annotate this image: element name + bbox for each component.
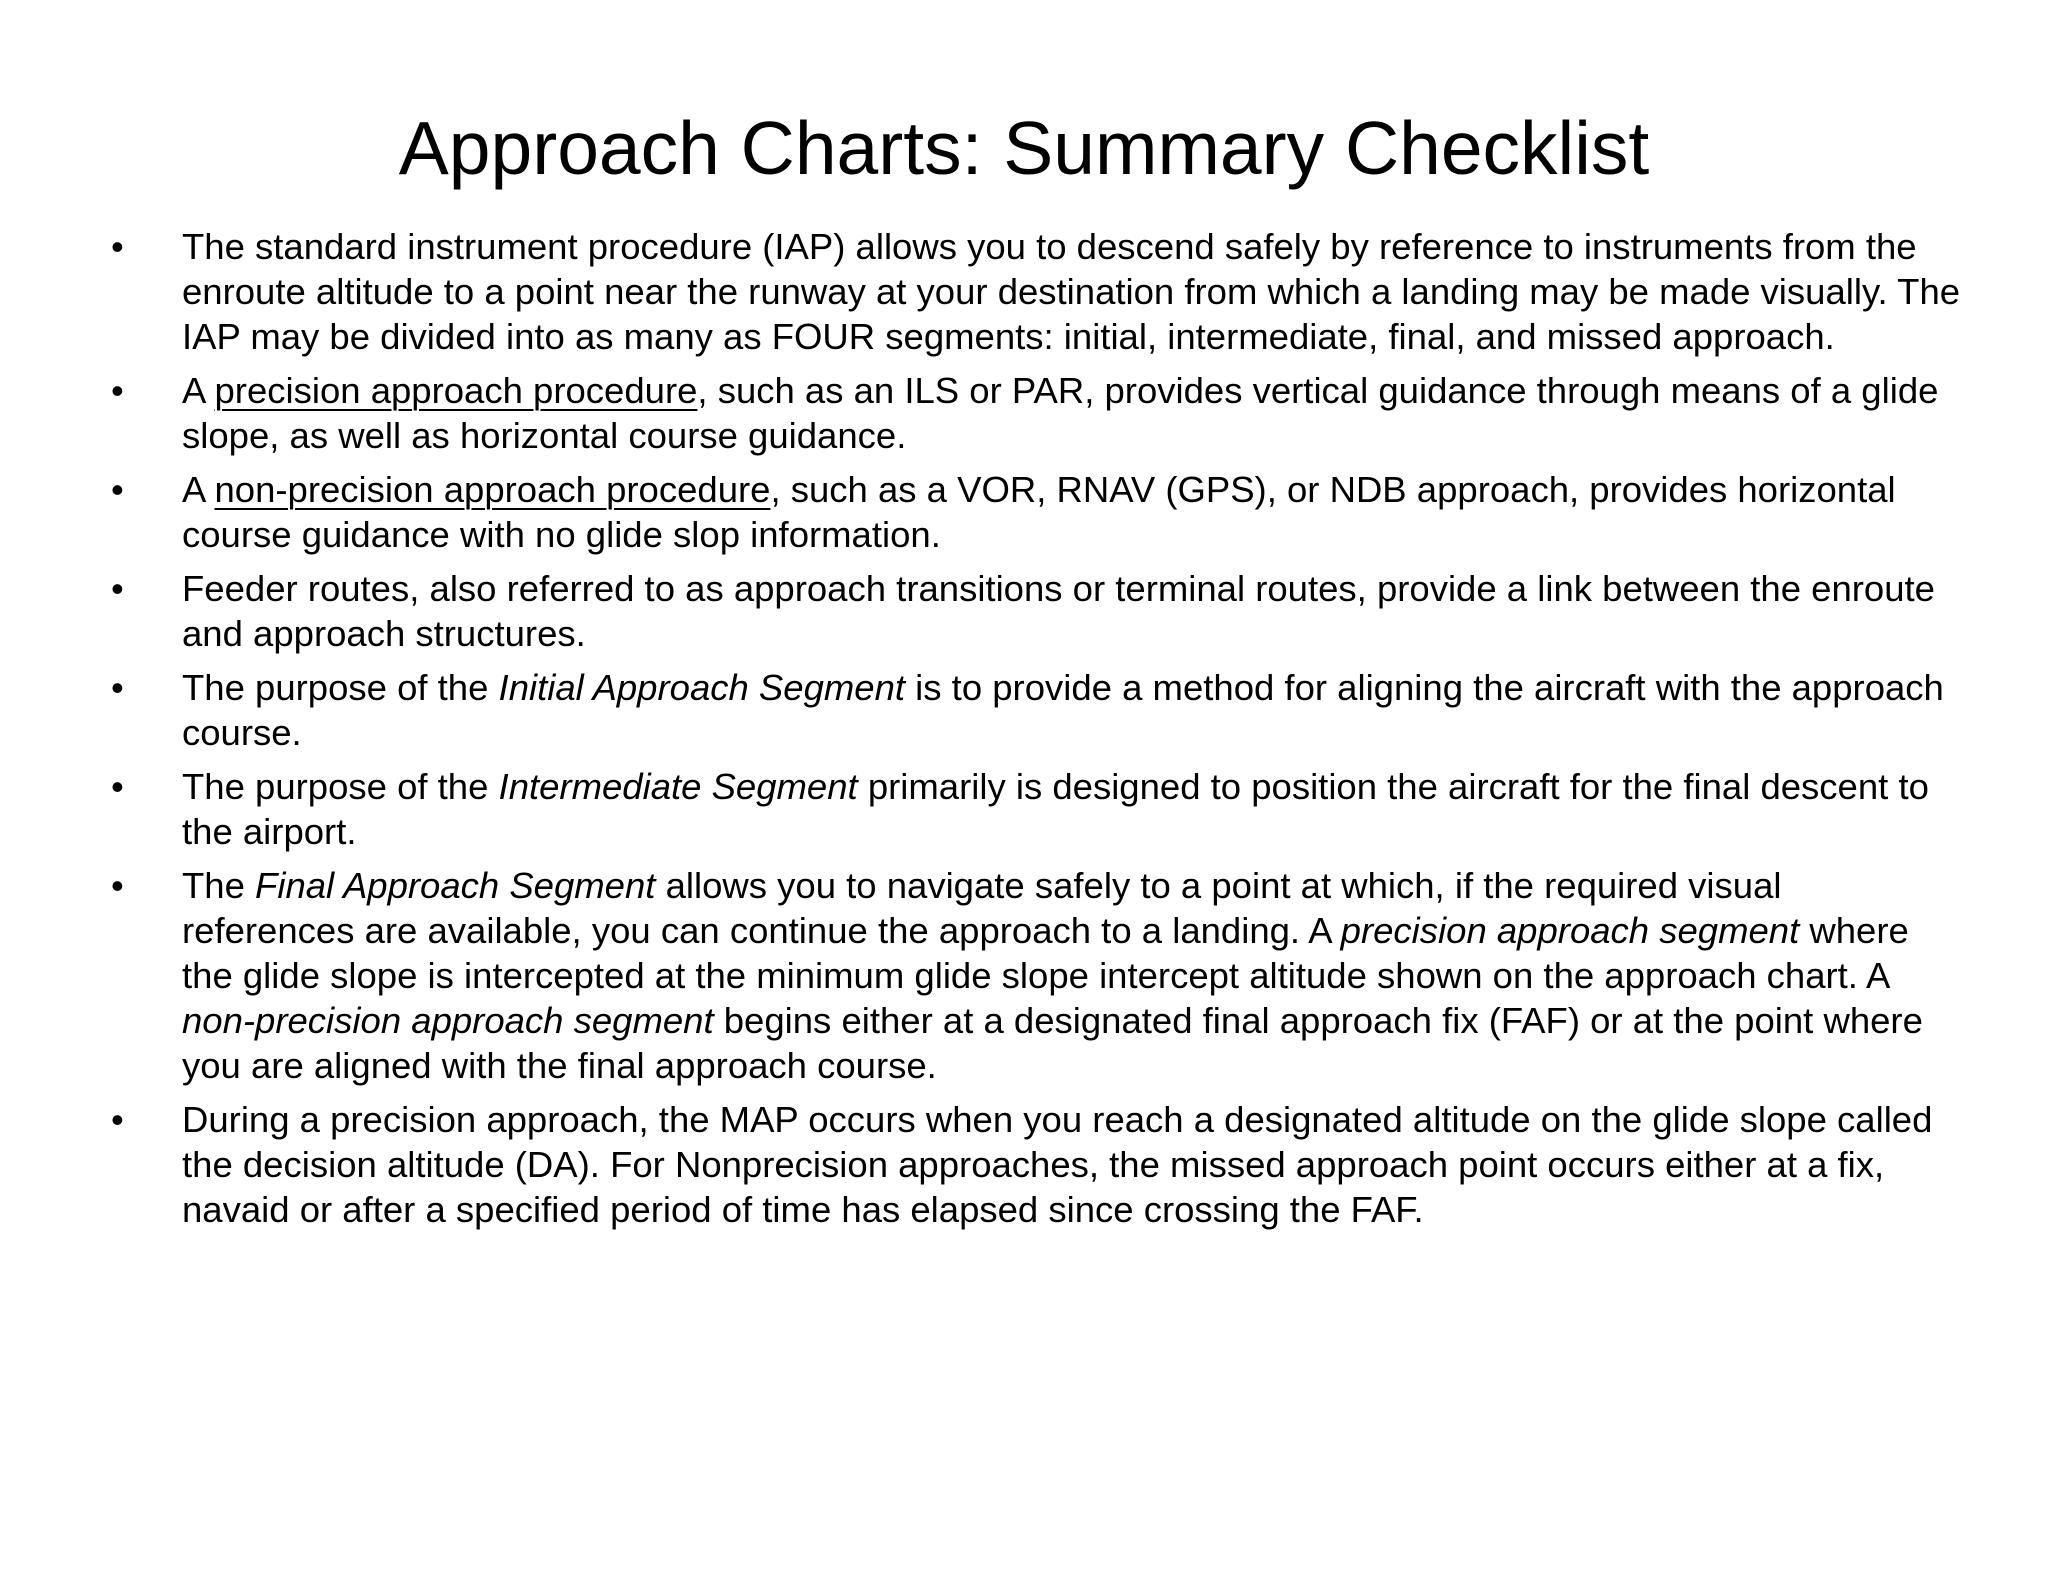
bullet-marker: • xyxy=(111,226,124,267)
bullet-text: primarily is designed to position the aircraft for the final descent to the airport. xyxy=(182,766,1929,852)
italic-term: Initial Approach Segment xyxy=(498,667,906,708)
bullet-item-6 xyxy=(0,764,1962,854)
bullet-marker: • xyxy=(111,568,124,609)
underlined-term: non-precision approach procedure xyxy=(214,469,771,510)
bullet-marker: • xyxy=(111,667,124,708)
bullet-text: , such as a VOR, RNAV (GPS), or NDB approach, provides horizontal course guidance with no glide slop information. xyxy=(182,469,1896,555)
bullet-list xyxy=(0,224,2048,1241)
bullet-text: begins either at a designated final approach fix (FAF) or at the point where you are aligned with the final approach course. xyxy=(182,1000,1923,1086)
bullet-text: The standard instrument procedure (IAP) allows you to descend safely by reference to instruments from the enroute altitude to a point near the runway at your destination from which a landing may be made visually. The IAP may be divided into as many as FOUR segments: initial, intermediate, final, and missed approach. xyxy=(182,226,1961,357)
underlined-term: precision approach procedure xyxy=(214,370,698,411)
italic-term: Intermediate Segment xyxy=(498,766,858,807)
bullet-marker: • xyxy=(111,766,124,807)
bullet-item-5 xyxy=(0,665,1962,755)
bullet-text: , such as an ILS or PAR, provides vertical guidance through means of a glide slope, as well as horizontal course guidance. xyxy=(182,370,1939,456)
italic-term: non-precision approach segment xyxy=(182,1000,714,1041)
bullet-text: The purpose of the xyxy=(182,667,499,708)
bullet-text: During a precision approach, the MAP occurs when you reach a designated altitude on the glide slope called the decision altitude (DA). For Nonprecision approaches, the missed approach point occurs either at a fix, navaid or after a specified period of time has elapsed since crossing the FAF. xyxy=(182,1099,1933,1230)
bullet-marker: • xyxy=(111,1099,124,1140)
bullet-text: Feeder routes, also referred to as approach transitions or terminal routes, provide a link between the enroute and approach structures. xyxy=(182,568,1935,654)
slide-title: Approach Charts: Summary Checklist xyxy=(398,106,1650,190)
bullet-item-4 xyxy=(0,566,1962,656)
bullet-item-7 xyxy=(0,863,1962,1088)
italic-term: Final Approach Segment xyxy=(255,865,656,906)
bullet-text: A xyxy=(182,370,215,411)
bullet-item-8 xyxy=(0,1097,1962,1232)
bullet-item-1 xyxy=(0,224,1962,359)
bullet-item-2 xyxy=(0,368,1962,458)
bullet-text: A xyxy=(182,469,215,510)
bullet-marker: • xyxy=(111,865,124,906)
bullet-text: where the glide slope is intercepted at the minimum glide slope intercept altitude shown on the approach chart. A xyxy=(182,910,1909,996)
bullet-text: The purpose of the xyxy=(182,766,499,807)
bullet-item-3 xyxy=(0,467,1962,557)
italic-term: precision approach segment xyxy=(1340,910,1800,951)
bullet-text: allows you to navigate safely to a point at which, if the required visual references are available, you can continue the approach to a landing. A xyxy=(182,865,1782,951)
bullet-text: is to provide a method for aligning the aircraft with the approach course. xyxy=(182,667,1944,753)
bullet-text: The xyxy=(182,865,256,906)
bullet-marker: • xyxy=(111,469,124,510)
bullet-marker: • xyxy=(111,370,124,411)
